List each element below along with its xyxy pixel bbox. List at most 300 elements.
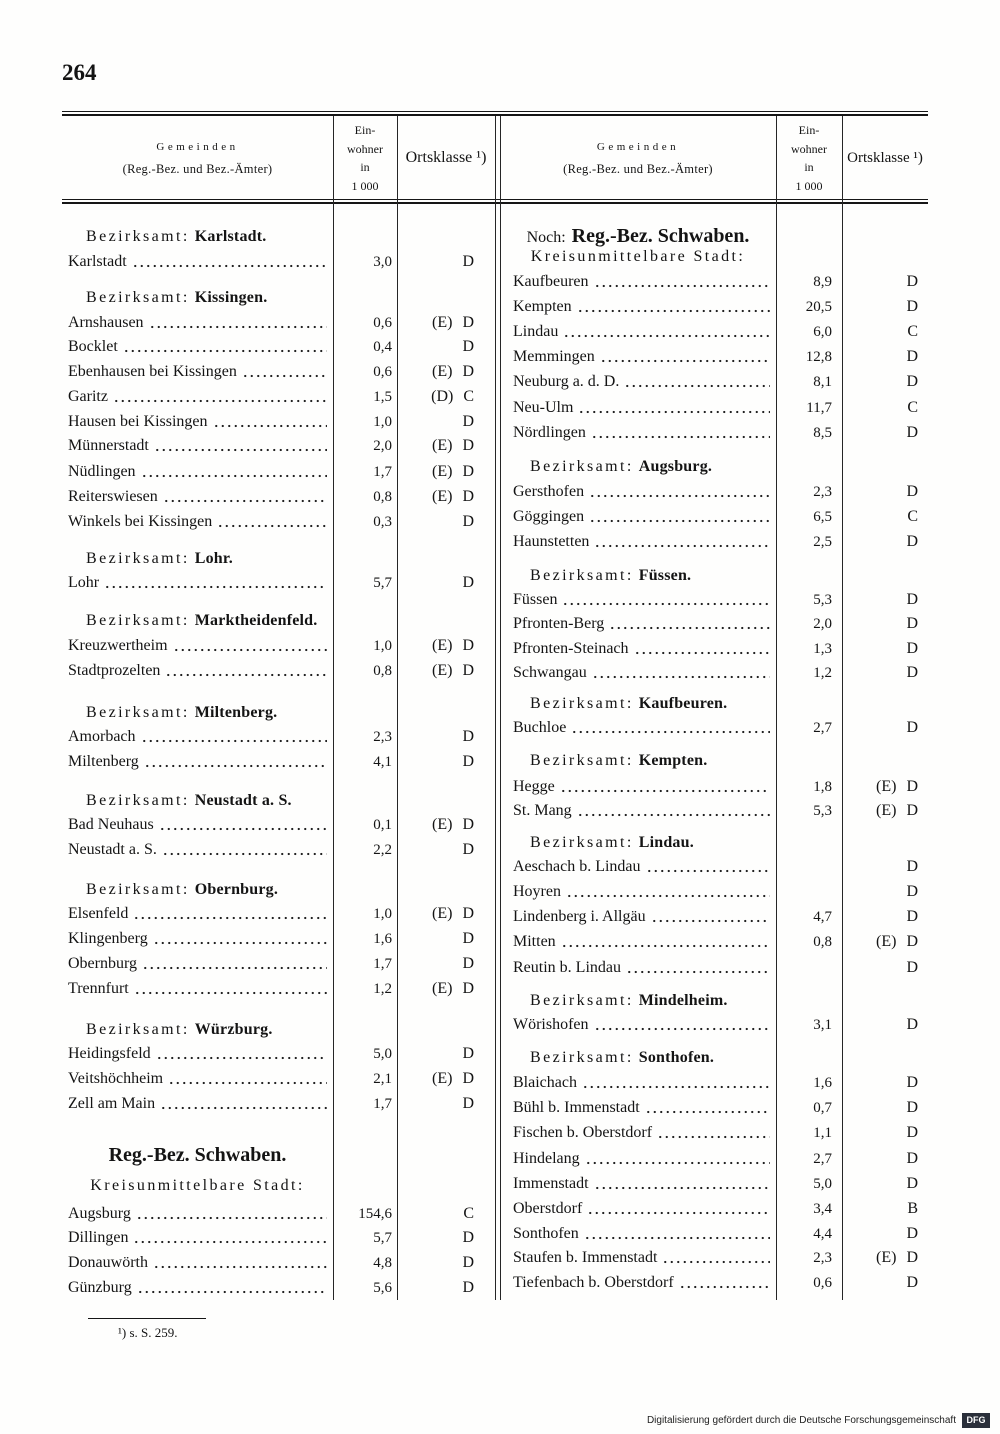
district-name: Sonthofen. — [638, 1049, 715, 1066]
table-row — [500, 1197, 928, 1221]
ortsklasse-value: D — [462, 253, 474, 270]
table-row — [500, 480, 928, 504]
place-cell — [68, 1202, 329, 1226]
place-name: Neu-Ulm — [513, 399, 574, 416]
table-row — [500, 505, 928, 529]
table-row — [500, 1121, 928, 1145]
population-value: 5,7 — [373, 575, 392, 591]
place-name: Neustadt a. S. — [68, 841, 157, 858]
leader-dots — [162, 852, 327, 856]
place-name: Sonthofen — [513, 1225, 579, 1242]
place-name: Blaichach — [513, 1074, 577, 1091]
ortsklasse-value: C — [907, 508, 918, 525]
place-name: Haunstetten — [513, 533, 590, 550]
ortsklasse-value: D — [906, 1175, 918, 1192]
leader-dots — [141, 474, 327, 478]
district-heading — [86, 1018, 273, 1042]
population-value: 2,3 — [373, 729, 392, 745]
table-row — [500, 1246, 928, 1270]
population-value: 20,5 — [805, 299, 832, 315]
district-name: Würzburg. — [194, 1021, 273, 1038]
place-name: Bocklet — [68, 338, 118, 355]
place-name: Donauwörth — [68, 1254, 148, 1271]
place-name: Tiefenbach b. Oberstdorf — [513, 1274, 674, 1291]
place-name: Münnerstadt — [68, 437, 149, 454]
population-value: 3,4 — [813, 1201, 832, 1217]
population-value: 2,0 — [373, 438, 392, 454]
place-cell — [513, 637, 772, 661]
header-ortsklasse-label: Ortsklasse ¹) — [405, 149, 487, 166]
leader-dots — [577, 813, 770, 817]
population-value: 4,1 — [373, 754, 392, 770]
district-heading — [86, 609, 317, 633]
place-cell — [513, 1071, 772, 1095]
table-row — [62, 460, 495, 484]
population-value: 2,3 — [813, 484, 832, 500]
header-gemeinden-label: Gemeinden — [156, 141, 239, 153]
place-cell — [513, 956, 772, 980]
ortsklasse-value: D — [462, 930, 474, 947]
table-row — [62, 927, 495, 951]
population-value: 5,3 — [813, 592, 832, 608]
place-cell — [68, 410, 329, 434]
table-row — [500, 1013, 928, 1037]
district-heading — [86, 547, 233, 571]
population-value: 1,8 — [813, 779, 832, 795]
population-value: 1,3 — [813, 641, 832, 657]
leader-dots — [634, 651, 770, 655]
leader-dots — [566, 894, 770, 898]
place-cell — [68, 335, 329, 359]
population-value: 2,2 — [373, 842, 392, 858]
population-value: 1,1 — [813, 1125, 832, 1141]
district-heading — [530, 455, 712, 479]
place-name: Günzburg — [68, 1279, 132, 1296]
district-name: Neustadt a. S. — [194, 792, 292, 809]
leader-dots — [662, 1260, 770, 1264]
place-name: Nüdlingen — [68, 463, 136, 480]
district-heading — [86, 878, 278, 902]
leader-dots — [168, 1081, 327, 1085]
table-row — [500, 530, 928, 554]
table-row — [500, 588, 928, 612]
place-name: Obernburg — [68, 955, 138, 972]
population-value: 5,7 — [373, 1230, 392, 1246]
population-value: 1,7 — [373, 956, 392, 972]
table-row — [500, 855, 928, 879]
table-row — [500, 370, 928, 394]
leader-dots — [679, 1285, 770, 1289]
place-cell — [68, 1251, 329, 1275]
table-row — [500, 905, 928, 929]
place-name: Arnshausen — [68, 314, 144, 331]
place-cell — [513, 716, 772, 740]
place-cell — [68, 1042, 329, 1066]
footnote-rule — [88, 1318, 206, 1319]
population-value: 5,3 — [813, 803, 832, 819]
place-name: Reiterswiesen — [68, 488, 158, 505]
place-name: Amorbach — [68, 728, 136, 745]
place-name: Garitz — [68, 388, 108, 405]
population-value: 0,6 — [813, 1275, 832, 1291]
ortsklasse-value: B — [907, 1200, 918, 1217]
place-name: Göggingen — [513, 508, 585, 525]
ortsklasse-value: D — [906, 1016, 918, 1033]
place-cell — [513, 1222, 772, 1246]
header-einwohner-line: wohner — [347, 141, 383, 156]
table-row — [500, 1222, 928, 1246]
table-row — [500, 930, 928, 954]
table-row — [62, 250, 495, 274]
place-name: Bad Neuhaus — [68, 816, 154, 833]
leader-dots — [589, 519, 770, 523]
leader-dots — [154, 448, 327, 452]
place-name: Neuburg a. d. D. — [513, 373, 620, 390]
place-cell — [68, 460, 329, 484]
footnote-text: ¹) s. S. 259. — [118, 1325, 178, 1340]
district-name: Obernburg. — [194, 881, 279, 898]
ortsklasse-value: (E) D — [876, 802, 918, 819]
district-heading-prefix: Bezirksamt: — [86, 228, 190, 245]
header-einwohner-line: 1 000 — [351, 178, 379, 193]
place-cell — [513, 588, 772, 612]
district-heading — [530, 749, 707, 773]
leader-dots — [156, 1056, 327, 1060]
ortsklasse-value: D — [462, 728, 474, 745]
ortsklasse-value: D — [462, 955, 474, 972]
table-row — [62, 360, 495, 384]
place-name: Stadtprozelten — [68, 662, 161, 679]
population-value: 0,6 — [373, 364, 392, 380]
district-heading-prefix: Bezirksamt: — [86, 704, 190, 721]
district-heading-prefix: Bezirksamt: — [530, 834, 634, 851]
place-name: Staufen b. Immenstadt — [513, 1249, 658, 1266]
ortsklasse-value: D — [462, 574, 474, 591]
ortsklasse-value: D — [906, 1150, 918, 1167]
place-cell — [513, 661, 772, 685]
population-value: 0,8 — [813, 934, 832, 950]
population-value: 6,5 — [813, 509, 832, 525]
table-row — [500, 880, 928, 904]
leader-dots — [582, 1085, 770, 1089]
place-cell — [513, 1172, 772, 1196]
ortsklasse-value: (E) D — [432, 905, 474, 922]
population-value: 0,6 — [373, 315, 392, 331]
table-row — [500, 421, 928, 445]
leader-dots — [133, 916, 327, 920]
ortsklasse-value: D — [906, 959, 918, 976]
place-name: Pfronten-Berg — [513, 615, 605, 632]
place-name: Bühl b. Immenstadt — [513, 1099, 640, 1116]
table-row — [62, 750, 495, 774]
ortsklasse-value: (E) D — [432, 980, 474, 997]
place-cell — [68, 902, 329, 926]
ortsklasse-value: D — [906, 1274, 918, 1291]
leader-dots — [123, 349, 327, 353]
place-cell — [68, 360, 329, 384]
leader-dots — [141, 739, 327, 743]
district-heading-prefix: Bezirksamt: — [86, 612, 190, 629]
leader-dots — [589, 494, 770, 498]
ortsklasse-value: D — [906, 298, 918, 315]
ortsklasse-value: (E) D — [432, 463, 474, 480]
digitization-credit: Digitalisierung gefördert durch die Deutsche Forschungsgemeinschaft — [646, 1415, 956, 1426]
population-value: 154,6 — [358, 1206, 392, 1222]
leader-dots — [624, 384, 770, 388]
ortsklasse-value: (E) D — [432, 314, 474, 331]
place-name: Dillingen — [68, 1229, 129, 1246]
place-cell — [68, 813, 329, 837]
region-heading — [62, 1140, 333, 1170]
place-name: Augsburg — [68, 1205, 131, 1222]
population-value: 3,0 — [373, 254, 392, 270]
place-cell — [513, 530, 772, 554]
place-cell — [68, 250, 329, 274]
district-name: Kempten. — [638, 752, 708, 769]
table-row — [62, 813, 495, 837]
table-row — [500, 345, 928, 369]
ortsklasse-value: D — [906, 373, 918, 390]
ortsklasse-value: D — [906, 424, 918, 441]
ortsklasse-value: D — [906, 858, 918, 875]
leader-dots — [133, 1240, 327, 1244]
district-name: Kissingen. — [194, 289, 268, 306]
leader-dots — [592, 675, 770, 679]
ortsklasse-value: D — [462, 1254, 474, 1271]
table-row — [500, 1096, 928, 1120]
ortsklasse-value: D — [906, 533, 918, 550]
leader-dots — [594, 544, 770, 548]
place-cell — [513, 480, 772, 504]
header-ortsklasse-label: Ortsklasse ¹) — [847, 149, 923, 166]
ortsklasse-value: D — [906, 1225, 918, 1242]
district-heading-prefix: Bezirksamt: — [530, 567, 634, 584]
subheading: Kreisunmittelbare Stadt: — [90, 1177, 305, 1194]
population-value: 2,7 — [813, 720, 832, 736]
district-heading — [86, 789, 292, 813]
district-name: Lindau. — [638, 834, 694, 851]
district-heading — [530, 1046, 714, 1070]
population-value: 0,1 — [373, 817, 392, 833]
leader-dots — [562, 602, 770, 606]
leader-dots — [571, 730, 770, 734]
header-einwohner-line: 1 000 — [795, 178, 823, 193]
place-name: Lindau — [513, 323, 559, 340]
ortsklasse-value: (E) D — [876, 1249, 918, 1266]
table-row — [500, 270, 928, 294]
place-name: Schwangau — [513, 664, 587, 681]
population-value: 0,8 — [373, 489, 392, 505]
leader-dots — [578, 410, 770, 414]
leader-dots — [144, 764, 327, 768]
district-heading-prefix: Bezirksamt: — [530, 695, 634, 712]
population-value: 1,5 — [373, 389, 392, 405]
ortsklasse-value: (E) D — [876, 933, 918, 950]
place-cell — [513, 1147, 772, 1171]
place-cell — [513, 1013, 772, 1037]
district-heading — [530, 989, 728, 1013]
place-name: Ebenhausen bei Kissingen — [68, 363, 237, 380]
table-row — [500, 775, 928, 799]
header-gemeinden-label: Gemeinden — [596, 141, 680, 153]
place-name: Mitten — [513, 933, 556, 950]
place-cell — [68, 927, 329, 951]
table-row — [62, 838, 495, 862]
population-value: 0,7 — [813, 1100, 832, 1116]
leader-dots — [153, 1265, 327, 1269]
ortsklasse-value: (E) D — [432, 488, 474, 505]
table-row — [62, 977, 495, 1001]
place-cell — [513, 295, 772, 319]
place-name: Memmingen — [513, 348, 595, 365]
population-value: 12,8 — [805, 349, 832, 365]
leader-dots — [657, 1135, 770, 1139]
ortsklasse-value: D — [906, 273, 918, 290]
population-value: 1,2 — [813, 665, 832, 681]
table-row — [62, 1276, 495, 1300]
place-cell — [68, 750, 329, 774]
ortsklasse-value: D — [462, 841, 474, 858]
leader-dots — [591, 435, 770, 439]
ortsklasse-value: (E) D — [432, 1070, 474, 1087]
place-name: Heidingsfeld — [68, 1045, 151, 1062]
table-row — [500, 956, 928, 980]
ortsklasse-value: D — [906, 640, 918, 657]
leader-dots — [587, 1211, 770, 1215]
place-name: Karlstadt — [68, 253, 127, 270]
table-row — [62, 1202, 495, 1226]
table-row — [500, 396, 928, 420]
place-cell — [68, 1276, 329, 1300]
leader-dots — [594, 1186, 770, 1190]
population-value: 5,0 — [373, 1046, 392, 1062]
place-cell — [513, 1121, 772, 1145]
ortsklasse-value: C — [463, 1205, 474, 1222]
population-value — [776, 880, 832, 904]
place-name: Zell am Main — [68, 1095, 156, 1112]
leader-dots — [163, 499, 327, 503]
header-gemeinden-sub: (Reg.-Bez. und Bez.-Ämter) — [122, 162, 273, 176]
population-value: 2,3 — [813, 1250, 832, 1266]
district-heading — [530, 692, 727, 716]
place-cell — [513, 370, 772, 394]
place-cell — [68, 977, 329, 1001]
table-row — [62, 1251, 495, 1275]
place-cell — [513, 775, 772, 799]
leader-dots — [113, 399, 327, 403]
population-value: 0,4 — [373, 339, 392, 355]
ortsklasse-value: (E) D — [876, 778, 918, 795]
district-heading-prefix: Bezirksamt: — [86, 289, 190, 306]
ortsklasse-value: D — [906, 664, 918, 681]
population-value — [776, 855, 832, 879]
place-cell — [513, 320, 772, 344]
page-number: 264 — [62, 60, 97, 85]
district-heading-prefix: Bezirksamt: — [86, 1021, 190, 1038]
place-cell — [513, 421, 772, 445]
place-name: Hoyren — [513, 883, 561, 900]
district-heading-prefix: Bezirksamt: — [530, 1049, 634, 1066]
population-value: 4,8 — [373, 1255, 392, 1271]
leader-dots — [594, 1027, 770, 1031]
population-value: 6,0 — [813, 324, 832, 340]
place-name: Kaufbeuren — [513, 273, 589, 290]
place-name: Oberstdorf — [513, 1200, 583, 1217]
leader-dots — [173, 648, 327, 652]
district-heading-prefix: Bezirksamt: — [86, 881, 190, 898]
ortsklasse-value: (D) C — [431, 388, 474, 405]
place-name: Kempten — [513, 298, 572, 315]
header-einwohner-line: in — [360, 160, 370, 174]
leader-dots — [563, 334, 770, 338]
population-value: 3,1 — [813, 1017, 832, 1033]
leader-dots — [560, 789, 770, 793]
place-name: St. Mang — [513, 802, 572, 819]
place-cell — [513, 612, 772, 636]
leader-dots — [600, 359, 770, 363]
district-name: Kaufbeuren. — [638, 695, 728, 712]
district-name: Lohr. — [194, 550, 233, 567]
population-value: 0,8 — [373, 663, 392, 679]
leader-dots — [159, 827, 327, 831]
population-value: 1,6 — [373, 931, 392, 947]
table-row — [62, 510, 495, 534]
header-einwohner-line: Ein- — [354, 123, 376, 137]
table-row — [500, 1271, 928, 1295]
population-value: 0,3 — [373, 514, 392, 530]
place-name: Winkels bei Kissingen — [68, 513, 213, 530]
place-name: Hegge — [513, 778, 555, 795]
place-cell — [68, 571, 329, 595]
leader-dots — [577, 309, 770, 313]
district-heading — [86, 286, 267, 310]
place-name: Klingenberg — [68, 930, 148, 947]
place-name: Hausen bei Kissingen — [68, 413, 208, 430]
population-value: 4,7 — [813, 909, 832, 925]
population-value: 2,5 — [813, 534, 832, 550]
population-value: 11,7 — [806, 400, 832, 416]
place-cell — [513, 1246, 772, 1270]
region-heading-prefix: Noch: — [526, 229, 566, 246]
leader-dots — [153, 941, 327, 945]
table-row — [500, 637, 928, 661]
header-einwohner-line: in — [804, 160, 814, 174]
ortsklasse-value: D — [906, 1124, 918, 1141]
table-row — [62, 659, 495, 683]
center-divider — [495, 116, 496, 1300]
place-name: Gersthofen — [513, 483, 585, 500]
leader-dots — [165, 673, 327, 677]
table-row — [62, 335, 495, 359]
leader-dots — [626, 970, 770, 974]
population-value: 2,1 — [373, 1071, 392, 1087]
place-name: Aeschach b. Lindau — [513, 858, 641, 875]
district-name: Marktheidenfeld. — [194, 612, 318, 629]
leader-dots — [136, 1216, 327, 1220]
header-einwohner-line: wohner — [791, 141, 827, 156]
leader-dots — [646, 869, 770, 873]
population-value: 8,1 — [813, 374, 832, 390]
table-row — [62, 1042, 495, 1066]
leader-dots — [149, 325, 327, 329]
ortsklasse-value: D — [462, 1279, 474, 1296]
place-name: Elsenfeld — [68, 905, 129, 922]
district-heading-prefix: Bezirksamt: — [530, 992, 634, 1009]
place-cell — [68, 838, 329, 862]
population-value: 1,2 — [373, 981, 392, 997]
place-cell — [68, 1092, 329, 1116]
place-cell — [513, 1271, 772, 1295]
